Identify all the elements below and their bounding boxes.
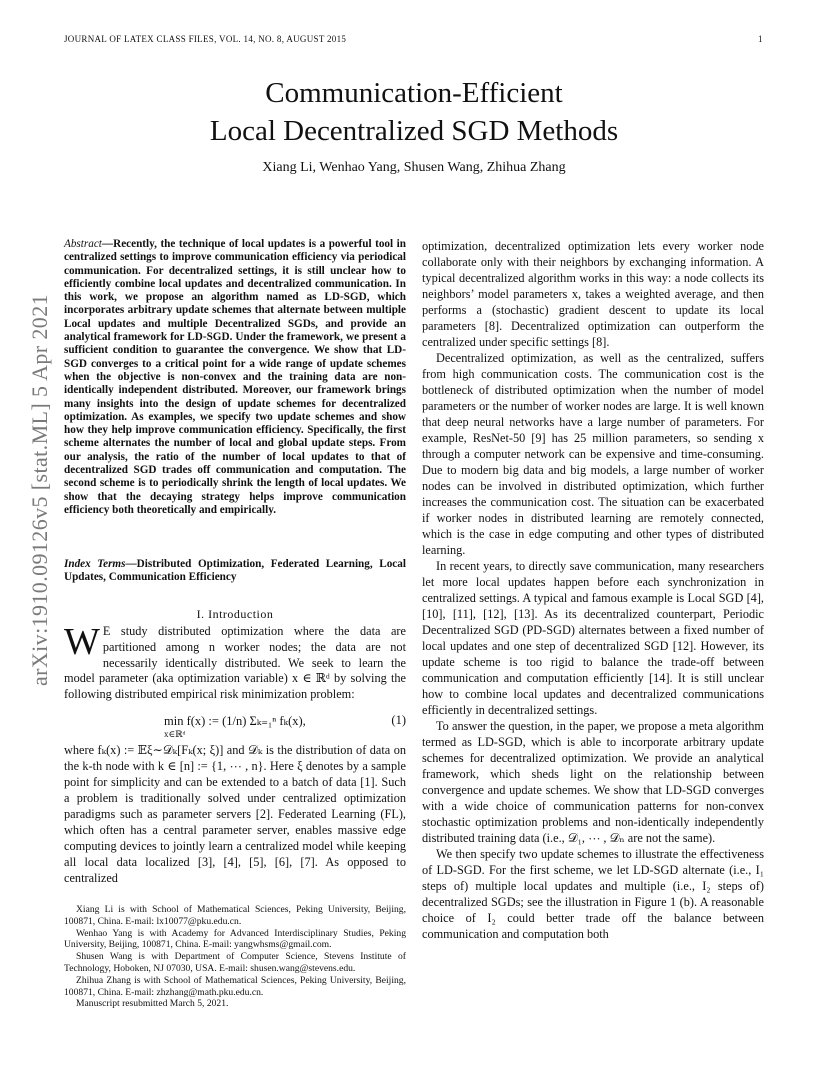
footnote: Shusen Wang is with Department of Computer Science, Stevens Institute of Technology, Hoboken, NJ 07030, USA. E-mail: shusen.wang@stevens.edu. [64, 951, 406, 974]
footnote: Zhihua Zhang is with School of Mathematical Sciences, Peking University, Beijing, 100871, China. E-mail: zhzhang@math.pku.edu.cn. [64, 974, 406, 998]
equation-number: (1) [391, 713, 406, 727]
page-number: 1 [758, 34, 763, 44]
section-heading: I. Introduction [196, 607, 274, 621]
abstract-text: —Recently, the technique of local updates is a powerful tool in centralized settings to improve communication efficiency via periodical communication. For decentralized settings, it is still unclear how to efficiently combine local updates and decentralized communication. In this work, we propose an algorithm named as LD-SGD, which incorporates arbitrary update schemes that alternate between multiple Local updates and multiple Decentralized SGDs, and provide an analytical framework for LD-SGD. Under the framework, we present a sufficient condition to guarantee the convergence. We show that LD-SGD converges to a critical point for a wide range of update schemes when the objective is non-convex and the training data are non-identically independent distributed. Moreover, our framework brings many insights into the design of update schemes for decentralized optimization. As examples, we specify two update schemes and show how they help improve communication efficiency. Specifically, the first scheme alternates the number of local and global update steps. From our analysis, the ratio of the number of local updates to that of decentralized SGD trades off communication and computation. The second scheme is to periodically shrink the length of local updates. We show that the decaying strategy helps improve communication efficiency both theoretically and empirically. [64, 238, 406, 516]
footnotes [64, 904, 406, 1010]
index-terms-text: —Distributed Optimization, Federated Learning, Local Updates, Communication Efficiency [64, 558, 406, 584]
equation-body: min f(x) := (1/n) Σₖ₌₁ⁿ fₖ(x), [164, 714, 306, 728]
body-paragraph: optimization, decentralized optimization lets every worker node collaborate only with their neighbors by exchanging information. A typical decentralized algorithm works in this way: a node collects its neighbors’ model parameters x, takes a weighted average, and then performs a (stochastic) gradient descent to update its local parameters [8]. Decentralized optimization can outperform the centralized under specific settings [8]. [422, 239, 764, 349]
running-head: JOURNAL OF LATEX CLASS FILES, VOL. 14, NO. 8, AUGUST 2015 [64, 34, 347, 44]
footnote: Manuscript resubmitted March 5, 2021. [76, 998, 229, 1010]
body-paragraph: To answer the question, in the paper, we propose a meta algorithm termed as LD-SGD, which is able to incorporate arbitrary update schemes for decentralized optimization. We provide an analytical framework, which sheds light on the relationship between convergence and update schemes. We show that LD-SGD converges with a wide choice of communication patterns for non-convex stochastic optimization problems and non-identically independently distributed training data (i.e., 𝒟₁, ⋯ , 𝒟ₙ are not the same). [422, 719, 764, 845]
body-paragraph: In recent years, to directly save communication, many researchers let more local updates happen before each synchronization in centralized settings. A typical and famous example is Local SGD [4], [10], [11], [12], [13]. As its decentralized counterpart, Periodic Decentralized SGD (PD-SGD) alternates between a fixed number of local updates and one step of decentralized SGD [12]. However, its update scheme is too rigid to balance the trade-off between communication and computation efficiently [14]. It is still unclear how to combine local updates and decentralized communications efficiently in decentralized settings. [422, 559, 764, 717]
author-list: Xiang Li, Wenhao Yang, Shusen Wang, Zhihua Zhang [262, 160, 566, 175]
equation-subscript: x∈ℝᵈ [164, 729, 186, 739]
paper-title [0, 74, 828, 150]
intro-paragraph-1 [64, 621, 406, 703]
footnote: Wenhao Yang is with Academy for Advanced Interdisciplinary Studies, Peking University, Beijing, 100871, China. E-mail: yangwhsms@gmail.com. [64, 927, 406, 951]
intro-text-1: E study distributed optimization where the data are partitioned among n worker nodes; the data are not necessarily identically distributed. We seek to learn the model parameter (aka optimization variable) x ∈ ℝᵈ by solving the following distributed empirical risk minimization problem: [64, 624, 406, 702]
title-line-1: Communication-Efficient [265, 77, 563, 109]
body-paragraph: We then specify two update schemes to illustrate the effectiveness of LD-SGD. For the first scheme, we let LD-SGD alternate (i.e., I₁ steps of) multiple local updates and multiple (i.e., I₂ steps of) decentralized SGDs; see the illustration in Figure 1 (b). A reasonable choice of I₂ could better trade off the balance between communication and computation both [422, 847, 764, 941]
arxiv-stamp [12, 290, 68, 690]
title-line-2: Local Decentralized SGD Methods [209, 115, 619, 147]
drop-cap: W [64, 621, 100, 663]
footnote: Xiang Li is with School of Mathematical Sciences, Peking University, Beijing, 100871, China. E-mail: lx10077@pku.edu.cn. [64, 904, 406, 927]
body-paragraph: Decentralized optimization, as well as the centralized, suffers from high communication costs. The communication cost is the bottleneck of distributed optimization when the number of model parameters or the number of worker nodes are large. It is well known that deep neural networks have a large number of parameters. For example, ResNet-50 [9] has 25 million parameters, so sending x through a computer network can be expensive and time-consuming. Due to modern big data and big models, a large number of worker nodes can be involved in distributed optimization, which further increases the communication cost. The situation can be exacerbated if worker nodes in distributed learning are remotely connected, which is the case in edge computing and other types of distributed learning. [422, 351, 764, 557]
index-terms [64, 558, 406, 585]
arxiv-stamp-text: arXiv:1910.09126v5 [stat.ML] 5 Apr 2021 [27, 293, 52, 687]
abstract-label: Abstract [64, 238, 102, 250]
index-terms-label: Index Terms [64, 558, 126, 570]
right-column [422, 238, 764, 942]
equation-1 [64, 705, 406, 739]
intro-paragraph-2: where fₖ(x) := 𝔼ξ∼𝒟ₖ[Fₖ(x; ξ)] and 𝒟ₖ is the distribution of data on the k-th node with k ∈ [n] := {1, ⋯ , n}. Here ξ denotes by a sample point for simplicity and can be extended to a batch of data [1]. Such a problem is traditionally solved under centralized optimization paradigms such as parameter servers [2]. Federated Learning (FL), which often has a central parameter server, enables massive edge computing devices to jointly learn a centralized model while keeping all local data localized [3], [4], [5], [6], [7]. As opposed to centralized [64, 743, 406, 885]
abstract [64, 238, 406, 517]
